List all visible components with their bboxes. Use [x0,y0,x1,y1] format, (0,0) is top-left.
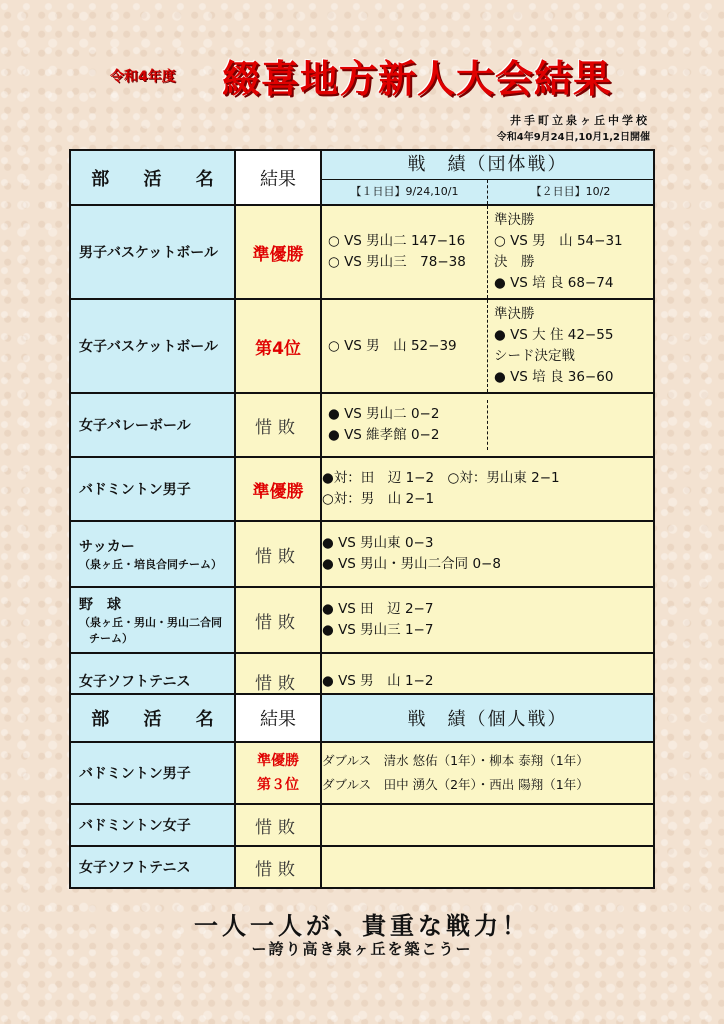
col-club-name: 部 活 名 [70,150,235,205]
col-record: 戦 績（個人戦） [321,694,654,742]
club-name: 女子バレーボール [70,393,235,457]
team-results-table [69,149,655,710]
slogan-sub: ー誇り高き泉ヶ丘を築こうー [251,940,473,958]
slogan: 一人一人が、貴重な戦力！ [194,912,530,940]
result: 惜敗 [235,393,321,457]
result: 準優勝 第３位 [235,742,321,804]
col-result: 結果 [235,694,321,742]
result: 惜敗 [235,804,321,846]
era-label: 令和4年度 [110,69,176,85]
club-note: （泉ヶ丘・男山・男山二合同 [79,616,222,629]
club-name: 女子ソフトテニス [70,653,235,709]
day1-record: ● VS 男山二 0−2 ● VS 維孝館 0−2 [322,400,488,450]
table-row [70,205,654,299]
col-result: 結果 [235,150,321,205]
page-title: 綴喜地方新人大会結果 [222,57,613,101]
club-name: バドミントン男子 [70,742,235,804]
record [321,846,654,888]
day2-record [488,400,653,450]
record: ダブルス 清水 悠佑（1年）・柳本 泰翔（1年） ダブルス 田中 湧久（2年）・西出 陽翔（1年） [321,742,654,804]
day1-record: ○ VS 男山二 147−16 ○ VS 男山三 78−38 [322,206,488,298]
individual-results-table [69,693,655,889]
table-row [70,299,654,393]
result: 準優勝 [235,205,321,299]
club-name: バドミントン女子 [70,804,235,846]
result: 第4位 [235,299,321,393]
team-record-title: 戦 績（団体戦） [322,151,653,180]
table-row [70,393,654,457]
school-name: 井手町立泉ヶ丘中学校 [510,114,650,127]
table-row [70,804,654,846]
record: ● VS 男山東 0−3 ● VS 男山・男山二合同 0−8 [321,521,654,587]
result: 惜敗 [235,521,321,587]
club-name: 女子バスケットボール [70,299,235,393]
result: 準優勝 [235,457,321,521]
result: 惜敗 [235,653,321,709]
club-name: 女子ソフトテニス [70,846,235,888]
club-name: 野 球 （泉ヶ丘・男山・男山二合同 チーム） [70,587,235,653]
team-header-row [70,150,654,205]
day2-record: 準決勝 ○ VS 男 山 54−31 決 勝 ● VS 培 良 68−74 [494,212,623,291]
table-row [70,742,654,804]
day2-label: 【２日目】10/2 [530,185,611,198]
result: 惜敗 [235,587,321,653]
club-name: サッカー （泉ヶ丘・培良合同チーム） [70,521,235,587]
event-dates: 令和4年9月24日,10月1,2日開催 [496,132,650,143]
club-note: （泉ヶ丘・培良合同チーム） [79,558,222,571]
club-name: 男子バスケットボール [70,205,235,299]
result: 惜敗 [235,846,321,888]
record: ●対：田 辺 1−2 ○対：男山東 2−1 ○対：男 山 2−1 [321,457,654,521]
table-row [70,587,654,653]
table-row [70,846,654,888]
record [321,804,654,846]
club-note: チーム） [89,632,133,645]
table-row [70,521,654,587]
individual-header-row [70,694,654,742]
day1-label: 【１日目】9/24,10/1 [322,180,488,204]
day2-record: 準決勝 ● VS 大 住 42−55 シード決定戦 ● VS 培 良 36−60 [494,306,614,385]
club-name: バドミントン男子 [70,457,235,521]
day1-record: ○ VS 男 山 52−39 [322,300,488,392]
col-club-name: 部 活 名 [70,694,235,742]
record: ● VS 男 山 1−2 [321,653,654,709]
title-area [0,48,724,101]
col-record [321,150,654,205]
table-row [70,457,654,521]
record: ● VS 田 辺 2−7 ● VS 男山三 1−7 [321,587,654,653]
